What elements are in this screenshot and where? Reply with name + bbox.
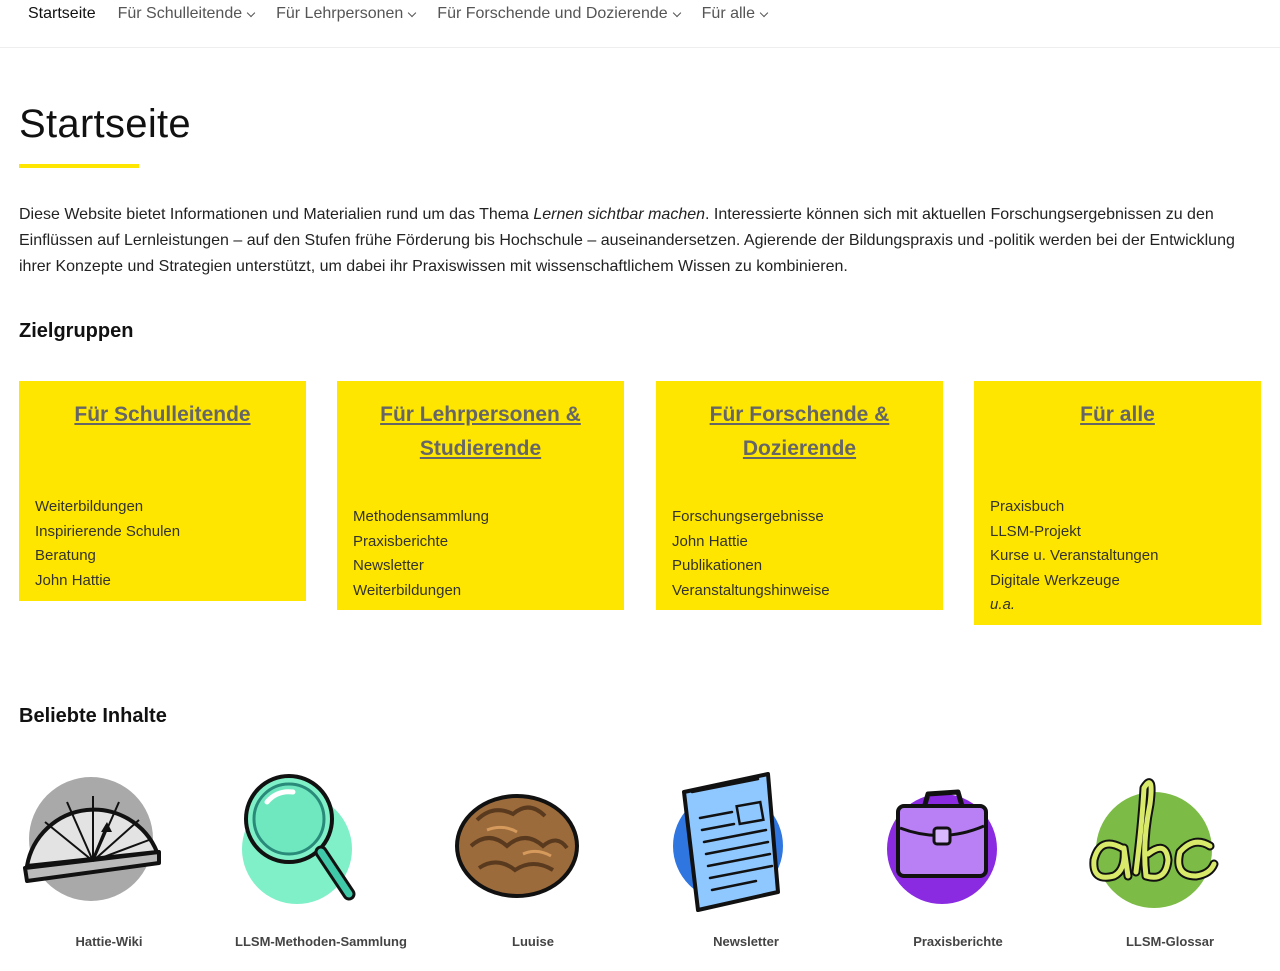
card-link[interactable]: John Hattie	[672, 532, 748, 550]
main-content	[0, 100, 1280, 964]
nav-label: Für Lehrpersonen	[276, 5, 404, 22]
chevron-down-icon	[247, 9, 255, 17]
magnifier-icon	[221, 764, 421, 924]
card-title-line2: Dozierende	[742, 437, 857, 460]
newsletter-icon	[646, 764, 846, 924]
barometer-icon	[9, 764, 209, 924]
chevron-down-icon	[672, 9, 680, 17]
card-link[interactable]: Praxisberichte	[353, 532, 449, 550]
intro-paragraph	[19, 202, 1259, 280]
nav-item-lehrpersonen[interactable]	[276, 5, 415, 23]
card-list	[19, 495, 306, 593]
chevron-down-icon	[760, 9, 768, 17]
card-title-link[interactable]	[19, 398, 306, 432]
nav-label: Für alle	[701, 5, 756, 22]
walnut-icon	[433, 764, 633, 924]
card-title-link[interactable]	[974, 398, 1261, 432]
zielgruppen-heading: Zielgruppen	[19, 320, 134, 342]
tile-label: LLSM-Methoden-Sammlung	[235, 934, 407, 949]
card-title-line1: Für Forschende &	[709, 403, 890, 426]
title-underline	[19, 164, 139, 168]
card-link[interactable]: Newsletter	[353, 557, 424, 574]
card-link[interactable]: LLSM-Projekt	[990, 522, 1081, 540]
intro-text-after: . Interessierte können sich mit aktuellen Forschungsergebnissen zu den Einflüssen auf Lernleistungen – auf den Stufen frühe Förderung bis Hochschule – auseinandersetzen. Agierende der Bildungspraxis und -politik werden bei der Entwicklung ihrer Konzepte und Strategien unterstützt, um dabei ihr Praxiswissen mit wissenschaftlichem Wissen zu kombinieren.	[19, 206, 1235, 275]
intro-text-before: Diese Website bietet Informationen und Materialien rund um das Thema	[19, 206, 534, 223]
abc-icon	[1070, 764, 1270, 924]
tile-label: Newsletter	[713, 934, 779, 949]
card-list	[974, 495, 1261, 618]
tile-label: Luuise	[512, 934, 554, 949]
card-list	[656, 505, 943, 603]
beliebte-inhalte-grid	[0, 764, 1261, 964]
nav-item-forschende[interactable]	[437, 5, 679, 23]
beliebte-heading: Beliebte Inhalte	[19, 705, 167, 727]
card-fuer-alle	[974, 381, 1261, 625]
chevron-down-icon	[408, 9, 416, 17]
nav-item-startseite[interactable]	[28, 5, 96, 23]
card-link[interactable]: Beratung	[35, 547, 96, 564]
card-lehrpersonen	[337, 381, 624, 610]
zielgruppen-cards	[19, 381, 1261, 641]
nav-label: Startseite	[28, 5, 96, 22]
tile-label: LLSM-Glossar	[1125, 934, 1215, 949]
card-link[interactable]: Kurse u. Veranstaltungen	[990, 547, 1159, 564]
nav-label: Für Forschende und Dozierende	[437, 5, 668, 22]
card-title-link[interactable]	[337, 398, 624, 466]
card-title-line2: Studierende	[419, 437, 542, 460]
briefcase-icon	[858, 764, 1058, 924]
card-link[interactable]: John Hattie	[35, 571, 111, 589]
card-link[interactable]: Praxisbuch	[990, 498, 1065, 515]
card-title-text: Für Schulleitende	[74, 403, 251, 426]
card-list	[337, 505, 624, 603]
card-link[interactable]: Forschungsergebnisse	[672, 508, 824, 525]
nav-item-fuer-alle[interactable]	[702, 5, 767, 23]
card-link[interactable]: Methodensammlung	[353, 508, 489, 525]
card-forschende	[656, 381, 943, 610]
card-title-line1: Für Lehrpersonen &	[380, 403, 581, 426]
nav-item-schulleitende[interactable]	[118, 5, 255, 23]
card-link[interactable]: Weiterbildungen	[35, 498, 144, 515]
tile-label: Hattie-Wiki	[75, 934, 143, 949]
card-link[interactable]: Digitale Werkzeuge	[990, 571, 1120, 589]
tile-label: Praxisberichte	[913, 934, 1003, 949]
intro-emphasis: Lernen sichtbar machen	[533, 206, 706, 223]
card-link[interactable]: Publikationen	[672, 557, 763, 574]
card-link[interactable]: Veranstaltungshinweise	[672, 581, 830, 599]
card-title-text: Für alle	[1080, 403, 1155, 426]
card-schulleitende	[19, 381, 306, 601]
nav-label: Für Schulleitende	[117, 5, 243, 22]
card-title-link[interactable]	[656, 398, 943, 466]
main-navigation	[0, 0, 1280, 48]
card-link[interactable]: Inspirierende Schulen	[35, 522, 181, 540]
card-link[interactable]: Weiterbildungen	[353, 581, 462, 599]
card-extra-note: u.a.	[990, 596, 1016, 613]
page-title: Startseite	[19, 102, 191, 146]
